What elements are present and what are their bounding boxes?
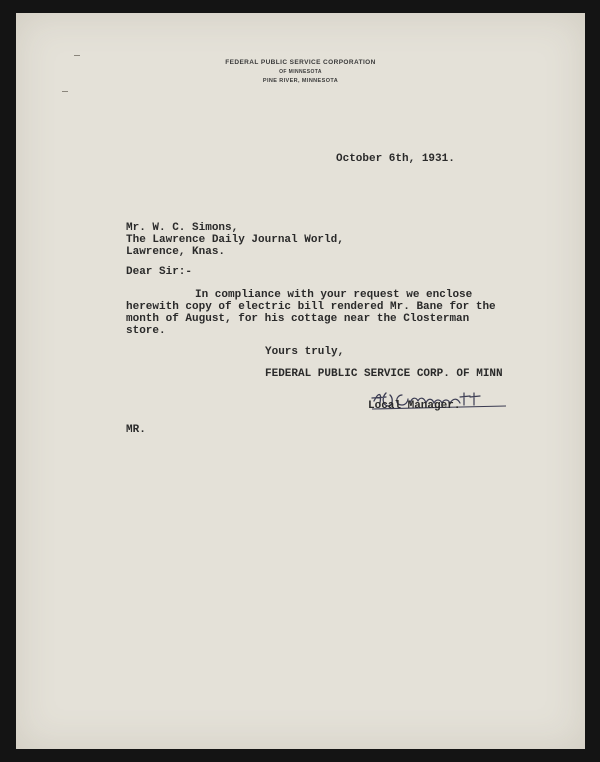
sender-company: FEDERAL PUBLIC SERVICE CORP. OF MINN	[265, 368, 503, 380]
paper-mark	[62, 91, 68, 92]
typist-initials: MR.	[126, 424, 146, 436]
paper-mark	[74, 55, 80, 56]
salutation: Dear Sir:-	[126, 266, 193, 278]
body-line: In compliance with your request we enclose	[195, 289, 473, 301]
letterhead-state: OF MINNESOTA	[279, 69, 322, 75]
body-line: herewith copy of electric bill rendered Mr. Bane for the	[126, 301, 496, 313]
letter-date: October 6th, 1931.	[336, 153, 455, 165]
body-line: month of August, for his cottage near the Closterman	[126, 313, 470, 325]
closing: Yours truly,	[265, 346, 345, 358]
letterhead-company: FEDERAL PUBLIC SERVICE CORPORATION	[225, 59, 376, 66]
body-line: store.	[126, 325, 166, 337]
recipient-city: Lawrence, Knas.	[126, 246, 226, 258]
sender-title: Local Manager.	[368, 400, 461, 412]
letterhead-city: PINE RIVER, MINNESOTA	[262, 78, 339, 84]
recipient-name: Mr. W. C. Simons,	[126, 222, 239, 234]
recipient-organization: The Lawrence Daily Journal World,	[126, 234, 344, 246]
letter-page	[16, 13, 585, 749]
